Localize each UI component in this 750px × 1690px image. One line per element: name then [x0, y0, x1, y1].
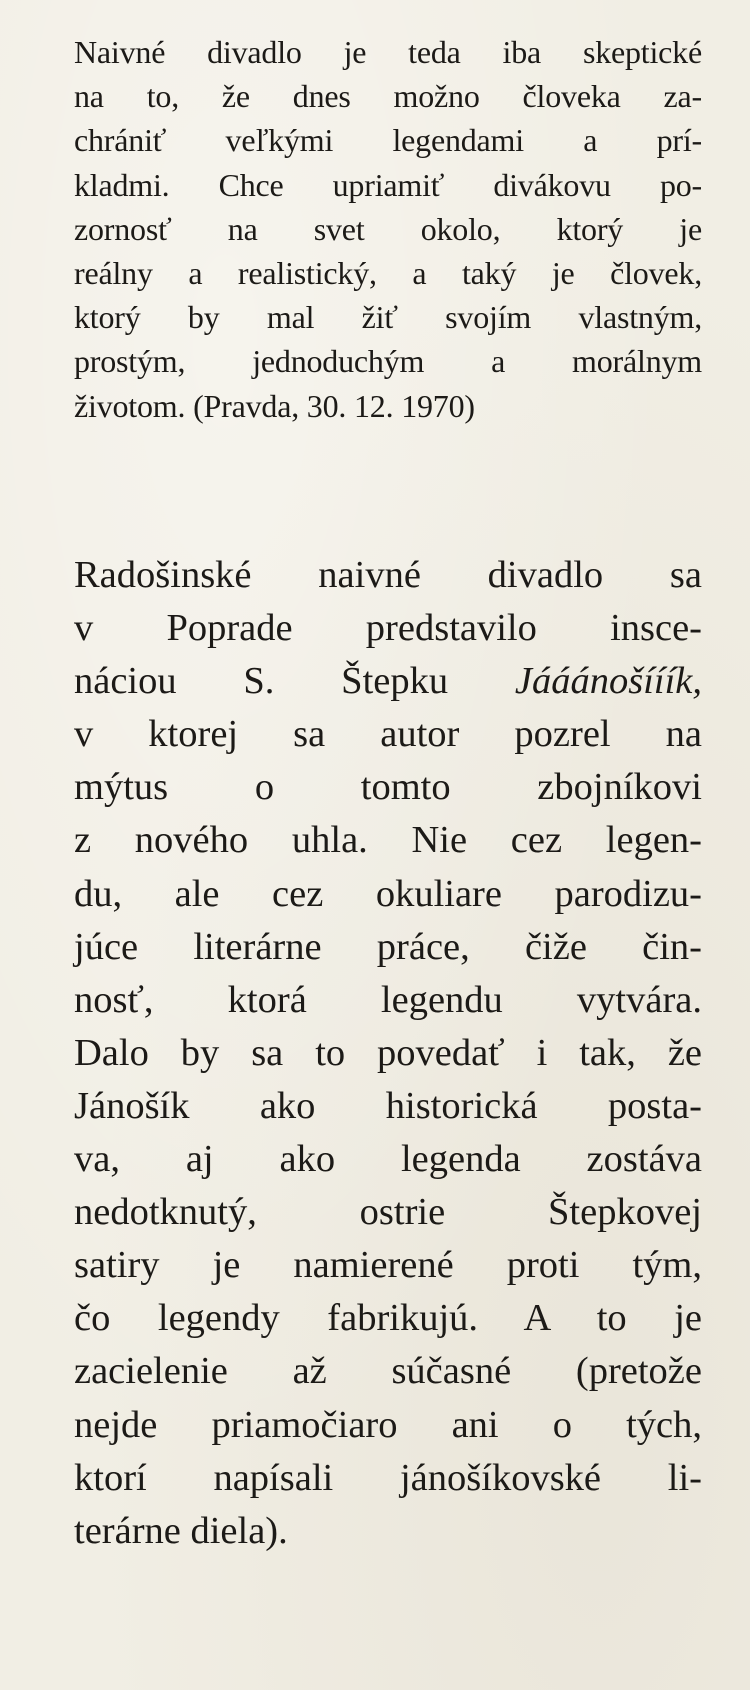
text-line: satiry je namierené proti tým,	[74, 1244, 702, 1287]
text-line: prostým, jednoduchým a morálnym	[74, 343, 702, 380]
play-title: Jááánošííík,	[514, 660, 702, 703]
text-line: Radošinské naivné divadlo sa	[74, 554, 702, 596]
text-line: nedotknutý, ostrie Štepkovej	[74, 1191, 702, 1234]
text-line: reálny a realistický, a taký je človek,	[74, 255, 702, 292]
text-line: mýtus o tomto zbojníkovi	[74, 766, 702, 809]
text-line	[74, 655, 702, 708]
text-line: v ktorej sa autor pozrel na	[74, 713, 702, 756]
text-line: životom. (Pravda, 30. 12. 1970)	[74, 387, 475, 424]
text-line: terárne diela).	[74, 1509, 288, 1552]
text-line: Naivné divadlo je teda iba skeptické	[74, 34, 702, 70]
text-line: nejde priamočiaro ani o tých,	[74, 1403, 702, 1446]
body-paragraph	[74, 549, 702, 1558]
text-line: kladmi. Chce upriamiť divákovu po-	[74, 166, 702, 203]
text-segment: náciou S. Štepku	[74, 660, 515, 703]
text-line: nosť, ktorá legendu vytvára.	[74, 978, 702, 1021]
text-line: ktorí napísali jánošíkovské li-	[74, 1456, 702, 1499]
text-line: Jánošík ako historická posta-	[74, 1084, 702, 1127]
text-line: z nového uhla. Nie cez legen-	[74, 819, 702, 862]
text-line: zacielenie až súčasné (pretože	[74, 1350, 702, 1393]
text-line: zornosť na svet okolo, ktorý je	[74, 210, 702, 247]
text-line: du, ale cez okuliare parodizu-	[74, 872, 702, 915]
text-line: v Poprade predstavilo insce-	[74, 607, 702, 650]
text-line: júce literárne práce, čiže čin-	[74, 925, 702, 968]
quote-paragraph	[74, 30, 702, 428]
text-line: va, aj ako legenda zostáva	[74, 1138, 702, 1181]
text-line: na to, že dnes možno človeka za-	[74, 78, 702, 115]
text-line: ktorý by mal žiť svojím vlastným,	[74, 299, 702, 336]
text-line: Dalo by sa to povedať i tak, že	[74, 1031, 702, 1074]
text-line: chrániť veľkými legendami a prí-	[74, 122, 702, 159]
text-line: čo legendy fabrikujú. A to je	[74, 1297, 702, 1340]
